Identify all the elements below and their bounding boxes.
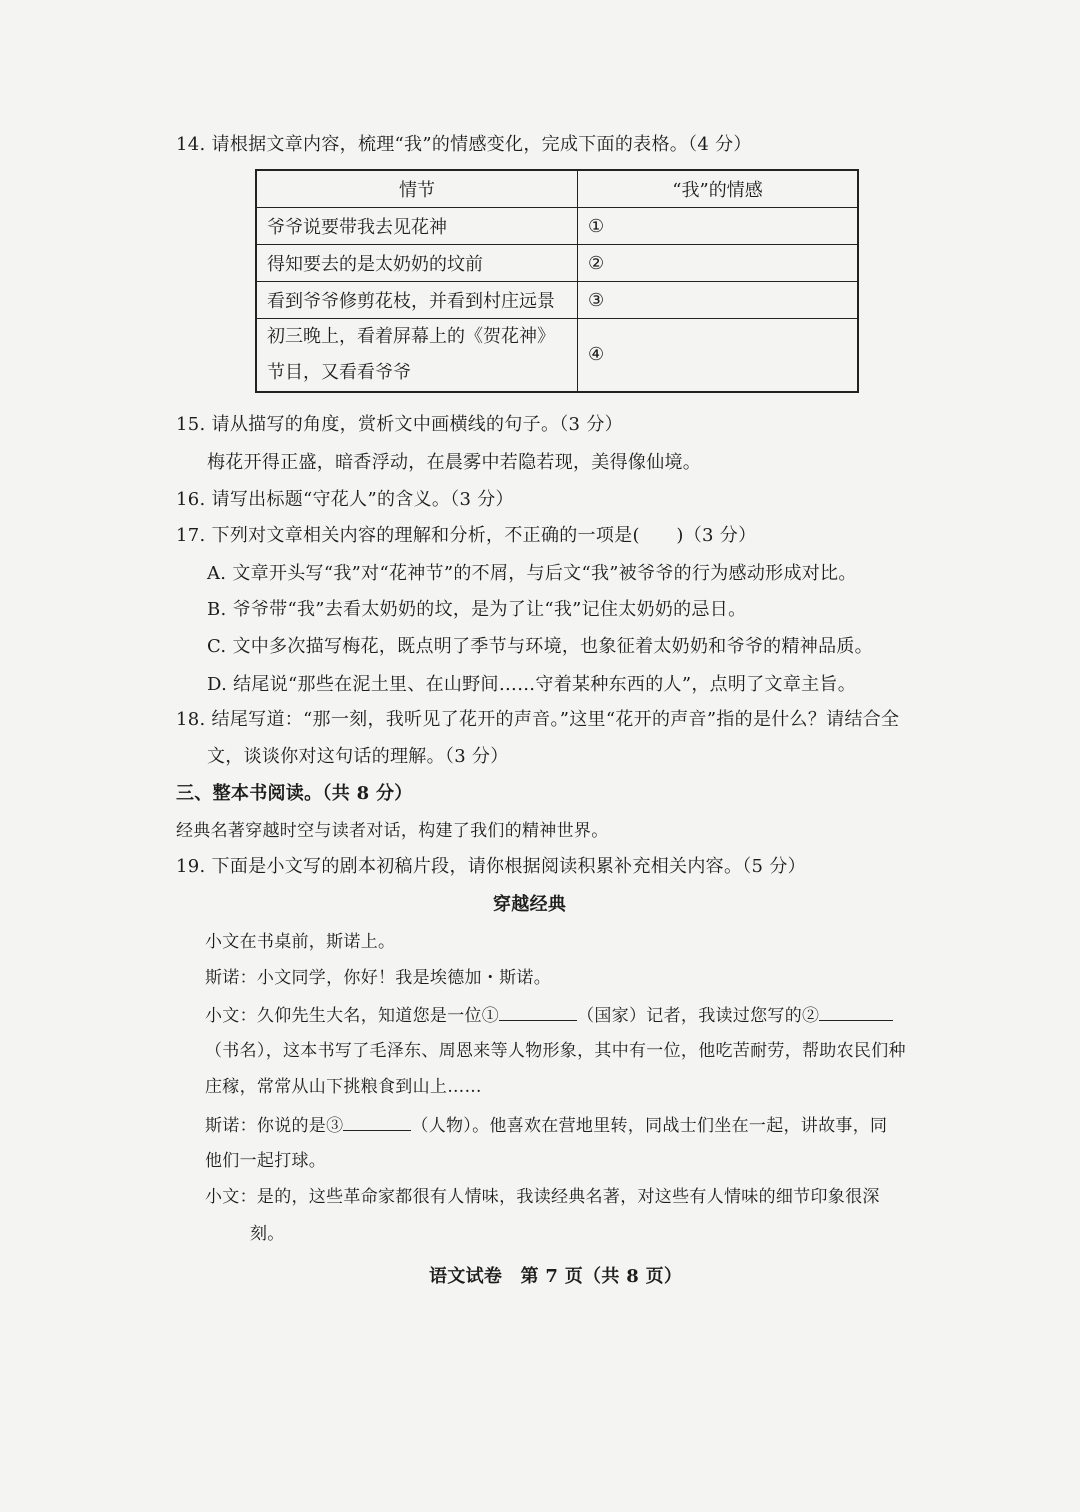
table-cell-feeling: ③ xyxy=(578,282,859,319)
script-line-1: 小文在书桌前，斯诺上。 xyxy=(205,932,396,952)
script-line-6-part-a: 斯诺：你说的是③ xyxy=(205,1116,344,1136)
q17-option-d: D. 结尾说“那些在泥土里、在山野间……守着某种东西的人”，点明了文章主旨。 xyxy=(207,674,857,695)
script-line-3 xyxy=(205,1002,893,1028)
page-footer: 语文试卷 第 7 页（共 8 页） xyxy=(429,1266,683,1287)
q17-option-a: A. 文章开头写“我”对“花神节”的不屑，与后文“我”被爷爷的行为感动形成对比。 xyxy=(207,563,857,584)
table-cell-feeling: ① xyxy=(578,208,859,245)
q17-option-b: B. 爷爷带“我”去看太奶奶的坟，是为了让“我”记住太奶奶的忌日。 xyxy=(207,599,747,620)
table-cell-plot: 爷爷说要带我去见花神 xyxy=(256,208,578,245)
table-cell-feeling: ② xyxy=(578,245,859,282)
q17-option-c: C. 文中多次描写梅花，既点明了季节与环境，也象征着太奶奶和爷爷的精神品质。 xyxy=(207,636,873,657)
answer-blank-2[interactable] xyxy=(819,1002,893,1021)
table-row xyxy=(256,208,858,245)
emotion-table xyxy=(255,169,859,393)
table-cell-plot: 得知要去的是太奶奶的坟前 xyxy=(256,245,578,282)
table-row xyxy=(256,245,858,282)
script-line-2: 斯诺：小文同学，你好！我是埃德加・斯诺。 xyxy=(205,968,551,988)
section3-title: 三、整本书阅读。（共 8 分） xyxy=(176,783,413,804)
script-line-6 xyxy=(205,1112,887,1138)
script-line-7: 他们一起打球。 xyxy=(205,1151,327,1171)
table-cell-feeling: ④ xyxy=(578,319,859,393)
table-cell-plot: 初三晚上，看着屏幕上的《贺花神》节目，又看看爷爷 xyxy=(256,319,578,393)
q16-stem: 16. 请写出标题“守花人”的含义。（3 分） xyxy=(176,489,514,510)
script-line-8: 小文：是的，这些革命家都很有人情味，我读经典名著，对这些有人情味的细节印象很深 xyxy=(205,1187,880,1207)
table-header-row xyxy=(256,170,858,208)
q18-stem-line1: 18. 结尾写道：“那一刻，我听见了花开的声音。”这里“花开的声音”指的是什么？请结合全 xyxy=(176,709,900,730)
script-line-3-part-a: 小文：久仰先生大名，知道您是一位① xyxy=(205,1006,500,1026)
table-cell-plot: 看到爷爷修剪花枝，并看到村庄远景 xyxy=(256,282,578,319)
section3-intro: 经典名著穿越时空与读者对话，构建了我们的精神世界。 xyxy=(176,821,609,841)
q15-quote: 梅花开得正盛，暗香浮动，在晨雾中若隐若现，美得像仙境。 xyxy=(207,452,702,473)
q18-stem-line2: 文，谈谈你对这句话的理解。（3 分） xyxy=(207,746,509,767)
table-row xyxy=(256,282,858,319)
script-line-3-part-b: （国家）记者，我读过您写的② xyxy=(577,1006,820,1026)
answer-blank-3[interactable] xyxy=(343,1112,411,1131)
table-row xyxy=(256,319,858,393)
answer-blank-1[interactable] xyxy=(499,1002,577,1021)
script-line-4: （书名），这本书写了毛泽东、周恩来等人物形象，其中有一位，他吃苦耐劳，帮助农民们种 xyxy=(205,1041,906,1061)
q17-stem: 17. 下列对文章相关内容的理解和分析，不正确的一项是( )（3 分） xyxy=(176,525,757,546)
table-header-feeling: “我”的情感 xyxy=(578,170,859,208)
script-title: 穿越经典 xyxy=(493,894,567,915)
q14-stem: 14. 请根据文章内容，梳理“我”的情感变化，完成下面的表格。（4 分） xyxy=(176,134,752,155)
q19-stem: 19. 下面是小文写的剧本初稿片段，请你根据阅读积累补充相关内容。（5 分） xyxy=(176,856,806,877)
q15-stem: 15. 请从描写的角度，赏析文中画横线的句子。（3 分） xyxy=(176,414,623,435)
script-line-9: 刻。 xyxy=(250,1224,285,1244)
script-line-5: 庄稼，常常从山下挑粮食到山上…… xyxy=(205,1077,482,1097)
script-line-6-part-b: （人物）。他喜欢在营地里转，同战士们坐在一起，讲故事，同 xyxy=(411,1116,888,1136)
table-header-plot: 情节 xyxy=(256,170,578,208)
